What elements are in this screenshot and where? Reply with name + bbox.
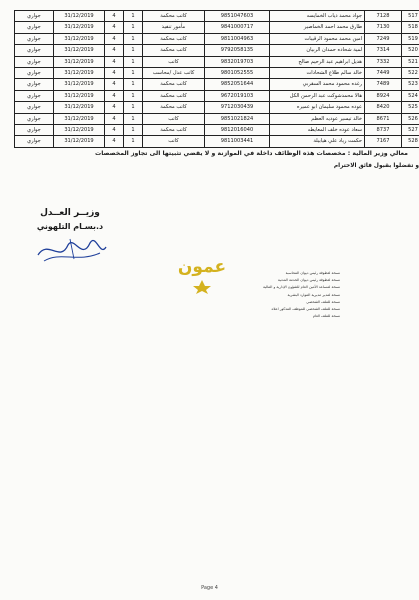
- grade-value-cell: 1: [124, 102, 143, 113]
- table-row: [15, 125, 419, 136]
- grade-value-cell: 1: [124, 90, 143, 101]
- employee-code-cell: 8671: [365, 113, 402, 124]
- employee-code-cell: 7130: [365, 22, 402, 33]
- appointment-type-cell: جوازي: [15, 102, 54, 113]
- table-row: [15, 90, 419, 101]
- job-title-cell: كاتب عدل /محاسب: [143, 68, 205, 79]
- job-title-cell: كاتب محكمة: [143, 11, 205, 22]
- job-title-cell: كاتب محكمة: [143, 79, 205, 90]
- grade-value-cell: 1: [124, 22, 143, 33]
- table-row: [15, 79, 419, 90]
- category-value-cell: 4: [105, 33, 124, 44]
- signature-block: [30, 208, 110, 267]
- appointment-type-cell: جوازي: [15, 136, 54, 147]
- job-title-cell: مأمور تنفيذ: [143, 22, 205, 33]
- page-number: Page 4: [201, 585, 218, 591]
- category-value-cell: 4: [105, 90, 124, 101]
- end-date-cell: 31/12/2019: [54, 125, 105, 136]
- appointment-type-cell: جوازي: [15, 113, 54, 124]
- national-number-cell: 9851021824: [205, 113, 270, 124]
- end-date-cell: 31/12/2019: [54, 45, 105, 56]
- category-value-cell: 4: [105, 136, 124, 147]
- row-index-cell: 522: [402, 68, 419, 79]
- category-value-cell: 4: [105, 68, 124, 79]
- category-value-cell: 4: [105, 45, 124, 56]
- employee-code-cell: 7249: [365, 33, 402, 44]
- appointment-type-cell: جوازي: [15, 11, 54, 22]
- category-value-cell: 4: [105, 113, 124, 124]
- national-number-cell: 9832019703: [205, 56, 270, 67]
- copy-recipient: نسخة للملف الشخصي للموظف المذكور اعلاه: [271, 307, 340, 312]
- grade-value-cell: 1: [124, 113, 143, 124]
- employee-name-cell: سعاد عوده خلف المعايطه: [270, 125, 365, 136]
- signatory-title: وزيــر العــدل: [40, 208, 100, 218]
- employees-table: [14, 10, 419, 148]
- end-date-cell: 31/12/2019: [54, 11, 105, 22]
- copy-recipient: نسخة لعطوفة رئيس ديوان المحاسبة: [285, 271, 340, 275]
- grade-value-cell: 1: [124, 56, 143, 67]
- national-number-cell: 9712030439: [205, 102, 270, 113]
- appointment-type-cell: جوازي: [15, 90, 54, 101]
- row-index-cell: 521: [402, 56, 419, 67]
- employee-name-cell: هديل ابراهيم عبد الرحيم صالح: [270, 56, 365, 67]
- employee-name-cell: خالد تيسير عوديه العظم: [270, 113, 365, 124]
- employee-code-cell: 7314: [365, 45, 402, 56]
- national-number-cell: 9852051644: [205, 79, 270, 90]
- job-title-cell: كاتب محكمة: [143, 33, 205, 44]
- copy-recipient: نسخة لمساعد الأمين العام للشؤون الإدارية و المالية: [262, 285, 340, 290]
- employee-code-cell: 8420: [365, 102, 402, 113]
- appointment-type-cell: جوازي: [15, 45, 54, 56]
- handwritten-signature-icon: [30, 233, 110, 267]
- table-row: [15, 33, 419, 44]
- job-title-cell: كاتب محكمة: [143, 90, 205, 101]
- national-number-cell: 9811004963: [205, 33, 270, 44]
- appointment-type-cell: جوازي: [15, 68, 54, 79]
- row-index-cell: 527: [402, 125, 419, 136]
- end-date-cell: 31/12/2019: [54, 136, 105, 147]
- category-value-cell: 4: [105, 22, 124, 33]
- employee-name-cell: هالا محمدشوكت عبد الرحمن الكل: [270, 90, 365, 101]
- end-date-cell: 31/12/2019: [54, 102, 105, 113]
- appointment-type-cell: جوازي: [15, 56, 54, 67]
- grade-value-cell: 1: [124, 68, 143, 79]
- appointment-type-cell: جوازي: [15, 33, 54, 44]
- employee-name-cell: جواد محمد ذياب الخمايسه: [270, 11, 365, 22]
- row-index-cell: 520: [402, 45, 419, 56]
- copy-recipient: نسخة للملف العام: [312, 314, 340, 319]
- appointment-type-cell: جوازي: [15, 22, 54, 33]
- end-date-cell: 31/12/2019: [54, 22, 105, 33]
- category-value-cell: 4: [105, 125, 124, 136]
- employee-code-cell: 8924: [365, 90, 402, 101]
- grade-value-cell: 1: [124, 125, 143, 136]
- job-title-cell: كاتب: [143, 136, 205, 147]
- job-title-cell: كاتب محكمة: [143, 45, 205, 56]
- copy-recipient: نسخة للملف الشخصي: [306, 299, 340, 304]
- row-index-cell: 517: [402, 11, 419, 22]
- table-row: [15, 11, 419, 22]
- grade-value-cell: 1: [124, 136, 143, 147]
- grade-value-cell: 1: [124, 79, 143, 90]
- employee-code-cell: 7128: [365, 11, 402, 22]
- employee-code-cell: 8737: [365, 125, 402, 136]
- national-number-cell: 9811003441: [205, 136, 270, 147]
- category-value-cell: 4: [105, 11, 124, 22]
- appointment-type-cell: جوازي: [15, 79, 54, 90]
- employee-code-cell: 7489: [365, 79, 402, 90]
- copy-recipient: نسخة لمدير مديرية الموارد البشرية: [287, 292, 340, 297]
- category-value-cell: 4: [105, 79, 124, 90]
- grade-value-cell: 1: [124, 45, 143, 56]
- employee-name-cell: لمية شحاده حمدان الربيان: [270, 45, 365, 56]
- copies-list: [230, 270, 340, 320]
- job-title-cell: كاتب: [143, 56, 205, 67]
- job-title-cell: كاتب: [143, 113, 205, 124]
- end-date-cell: 31/12/2019: [54, 56, 105, 67]
- table-row: [15, 136, 419, 147]
- signatory-name: د.بسـام التلهوني: [36, 222, 104, 231]
- end-date-cell: 31/12/2019: [54, 79, 105, 90]
- national-number-cell: 9851047603: [205, 11, 270, 22]
- national-number-cell: 9672019103: [205, 90, 270, 101]
- employee-name-cell: حكمت زياد علي هيابيلة: [270, 136, 365, 147]
- national-number-cell: 9812016040: [205, 125, 270, 136]
- national-number-cell: 9792058135: [205, 45, 270, 56]
- grade-value-cell: 1: [124, 11, 143, 22]
- row-index-cell: 523: [402, 79, 419, 90]
- category-value-cell: 4: [105, 56, 124, 67]
- table-row: [15, 56, 419, 67]
- end-date-cell: 31/12/2019: [54, 90, 105, 101]
- job-title-cell: كاتب محكمة: [143, 125, 205, 136]
- table-row: [15, 113, 419, 124]
- employee-name-cell: رغده محمود محمد السقربي: [270, 79, 365, 90]
- category-value-cell: 4: [105, 102, 124, 113]
- employees-table-body: [15, 11, 419, 148]
- appointment-type-cell: جوازي: [15, 125, 54, 136]
- row-index-cell: 525: [402, 102, 419, 113]
- end-date-cell: 31/12/2019: [54, 68, 105, 79]
- row-index-cell: 528: [402, 136, 419, 147]
- employee-code-cell: 7449: [365, 68, 402, 79]
- national-number-cell: 9801052555: [205, 68, 270, 79]
- employee-name-cell: طارق محمد احمد الخماصير: [270, 22, 365, 33]
- national-number-cell: 9841000717: [205, 22, 270, 33]
- employee-name-cell: امين محمد محمود الرقيبات: [270, 33, 365, 44]
- watermark-logo: [172, 250, 232, 298]
- employee-name-cell: خالد سالم طلاع الشحادات: [270, 68, 365, 79]
- table-row: [15, 68, 419, 79]
- copy-recipient: نسخة لعطوفة رئيس ديوان الخدمة المدنية: [277, 278, 340, 283]
- row-index-cell: 519: [402, 33, 419, 44]
- table-row: [15, 45, 419, 56]
- watermark-logo-icon: [172, 250, 232, 294]
- employee-code-cell: 7332: [365, 56, 402, 67]
- row-index-cell: 524: [402, 90, 419, 101]
- end-date-cell: 31/12/2019: [54, 33, 105, 44]
- row-index-cell: 526: [402, 113, 419, 124]
- row-index-cell: 518: [402, 22, 419, 33]
- employee-name-cell: عوده محمود سليمان ابو عميره: [270, 102, 365, 113]
- table-row: [15, 22, 419, 33]
- table-row: [15, 102, 419, 113]
- employee-code-cell: 7167: [365, 136, 402, 147]
- budget-note: معالي وزير المالية : مخصصات هذه الوظائف داخلة في الموازنة و لا يقضي تثبيتها الى تجاوز المخصصات: [95, 150, 408, 157]
- job-title-cell: كاتب محكمة: [143, 102, 205, 113]
- grade-value-cell: 1: [124, 33, 143, 44]
- closing-line: و تفضلوا بقبول فائق الاحترام: [333, 163, 419, 169]
- svg-text:عمون: عمون: [177, 257, 227, 277]
- end-date-cell: 31/12/2019: [54, 113, 105, 124]
